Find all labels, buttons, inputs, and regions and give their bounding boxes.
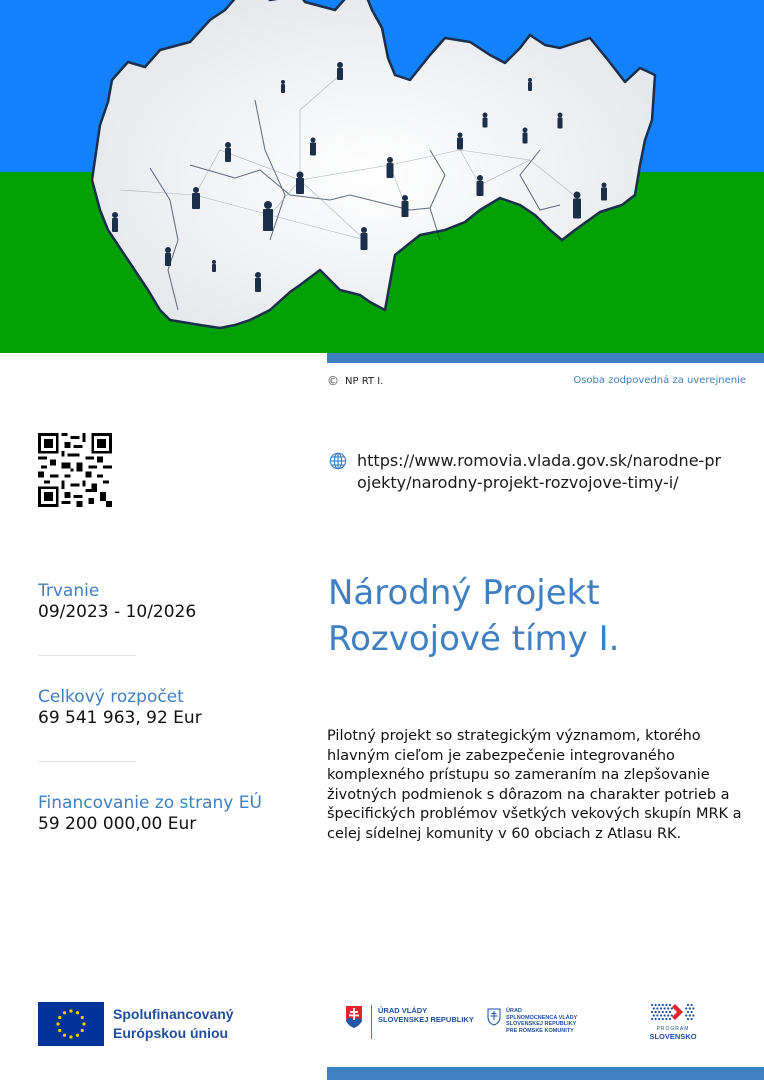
logo-dot <box>660 1014 662 1016</box>
splnomocnenec-line-1: ÚRAD <box>506 1008 522 1014</box>
logo-dot <box>665 1011 667 1013</box>
logo-dot <box>691 1011 693 1013</box>
eu-star <box>69 1035 72 1038</box>
logo-dot <box>665 1018 667 1020</box>
hero-banner <box>0 0 764 353</box>
logo-dot <box>671 1014 673 1016</box>
slovakia-outline <box>92 0 655 328</box>
eu-star <box>76 1034 79 1037</box>
program-label: PROGRAM <box>656 1026 690 1032</box>
fact-duration <box>38 581 288 623</box>
logo-dot <box>658 1011 660 1013</box>
logo-dot <box>687 1018 689 1020</box>
eu-star <box>82 1022 85 1025</box>
urad-vlady-line-2: SLOVENSKEJ REPUBLIKY <box>378 1015 474 1024</box>
logo-dot <box>664 1014 666 1016</box>
logo-dot <box>651 1018 653 1020</box>
logo-dot <box>655 1018 657 1020</box>
globe-icon <box>329 452 347 470</box>
logo-dot <box>662 1018 664 1020</box>
eu-text-line-2: Európskou úniou <box>113 1025 229 1041</box>
eu-text-line-1: Spolufinancovaný <box>113 1006 234 1022</box>
slovakia-network-map-icon <box>0 0 764 353</box>
logo-dot <box>685 1014 687 1016</box>
urad-vlady-line-1: ÚRAD VLÁDY <box>378 1006 428 1015</box>
logo-dot <box>692 1014 694 1016</box>
logo-dot <box>658 1018 660 1020</box>
fact-budget <box>38 687 288 729</box>
program-slovensko-logo <box>645 1002 701 1041</box>
eu-cofunded-logo <box>38 1002 234 1046</box>
eu-star <box>58 1029 61 1032</box>
logo-dot <box>667 1007 669 1009</box>
logo-dot <box>662 1011 664 1013</box>
logo-dot <box>689 1007 691 1009</box>
title-line-1: Národný Projekt <box>328 573 600 613</box>
divider <box>38 761 136 762</box>
logo-dot <box>655 1004 657 1006</box>
copyright-icon: © <box>327 374 339 388</box>
logo-dot <box>687 1004 689 1006</box>
slovensko-label: SLOVENSKO <box>649 1032 697 1041</box>
fact-label: Celkový rozpočet <box>38 687 184 707</box>
title-line-2: Rozvojové tímy I. <box>328 619 620 659</box>
program-slovensko-mark-icon <box>649 1002 697 1022</box>
credit-text: NP RT I. <box>345 375 384 387</box>
logo-dot <box>669 1011 671 1013</box>
logo-dot <box>651 1011 653 1013</box>
logo-dot <box>651 1004 653 1006</box>
splnomocnenec-line-3: SLOVENSKEJ REPUBLIKY <box>506 1021 577 1027</box>
fact-label: Financovanie zo strany EÚ <box>38 793 262 813</box>
logo-dot <box>660 1007 662 1009</box>
fact-value: 59 200 000,00 Eur <box>38 814 197 834</box>
eu-star <box>56 1022 59 1025</box>
eu-star <box>63 1011 66 1014</box>
logo-dot <box>658 1004 660 1006</box>
accent-bar-top <box>327 353 764 363</box>
logo-dot <box>656 1007 658 1009</box>
urad-vlady-logo <box>345 1005 474 1039</box>
fact-label: Trvanie <box>38 581 100 601</box>
eu-star <box>81 1016 84 1019</box>
logo-dot <box>664 1007 666 1009</box>
splnomocnenec-line-4: PRE RÓMSKE KOMUNITY <box>506 1027 574 1034</box>
logo-dot <box>655 1011 657 1013</box>
accent-bar-bottom <box>327 1067 764 1080</box>
project-url <box>329 450 727 494</box>
page-title <box>328 570 619 662</box>
logo-dot <box>653 1007 655 1009</box>
logo-dot <box>685 1007 687 1009</box>
logo-separator <box>371 1005 372 1039</box>
fact-eu-funding <box>38 793 288 835</box>
logo-dot <box>687 1011 689 1013</box>
logo-dot <box>689 1014 691 1016</box>
eu-star <box>76 1011 79 1014</box>
slovak-coat-of-arms-icon <box>345 1005 363 1029</box>
logo-dot <box>691 1018 693 1020</box>
project-facts <box>38 581 288 835</box>
eu-flag-icon <box>38 1002 104 1046</box>
fact-value: 69 541 963, 92 Eur <box>38 708 202 728</box>
project-description: Pilotný projekt so strategickým významom, ktorého hlavným cieľom je zabezpečenie integrovaného komplexného prístupu so zameraním na zlepšovanie životných podmienok s dôrazom na charakter potrieb a špecifických problémov všetkých vekových skupín MRK a celej sídelnej komunity v 60 obciach z Atlasu RK. <box>327 728 742 842</box>
eu-star <box>81 1029 84 1032</box>
eu-star <box>58 1016 61 1019</box>
divider <box>38 655 136 656</box>
url-link[interactable]: https://www.romovia.vlada.gov.sk/narodne-projekty/narodny-projekt-rozvojove-timy-i/ <box>357 451 722 492</box>
eu-star <box>69 1009 72 1012</box>
photo-credit <box>327 374 383 388</box>
logo-dot <box>669 1018 671 1020</box>
logo-dot <box>671 1007 673 1009</box>
splnomocnenec-logo <box>487 1008 577 1034</box>
responsible-person-label: Osoba zodpovedná za uverejnenie <box>573 375 746 386</box>
logo-dot <box>667 1014 669 1016</box>
logo-dot <box>656 1014 658 1016</box>
logo-dot <box>653 1014 655 1016</box>
logo-dot <box>692 1007 694 1009</box>
splnomocnenec-line-2: SPLNOMOCNENCA VLÁDY <box>506 1014 578 1021</box>
logo-dot <box>662 1004 664 1006</box>
eu-star <box>63 1034 66 1037</box>
logo-dot <box>669 1004 671 1006</box>
fact-value: 09/2023 - 10/2026 <box>38 602 197 622</box>
logo-dot <box>691 1004 693 1006</box>
shield-outline-icon <box>487 1008 501 1026</box>
logo-dot <box>665 1004 667 1006</box>
qr-code-icon[interactable] <box>38 433 112 507</box>
